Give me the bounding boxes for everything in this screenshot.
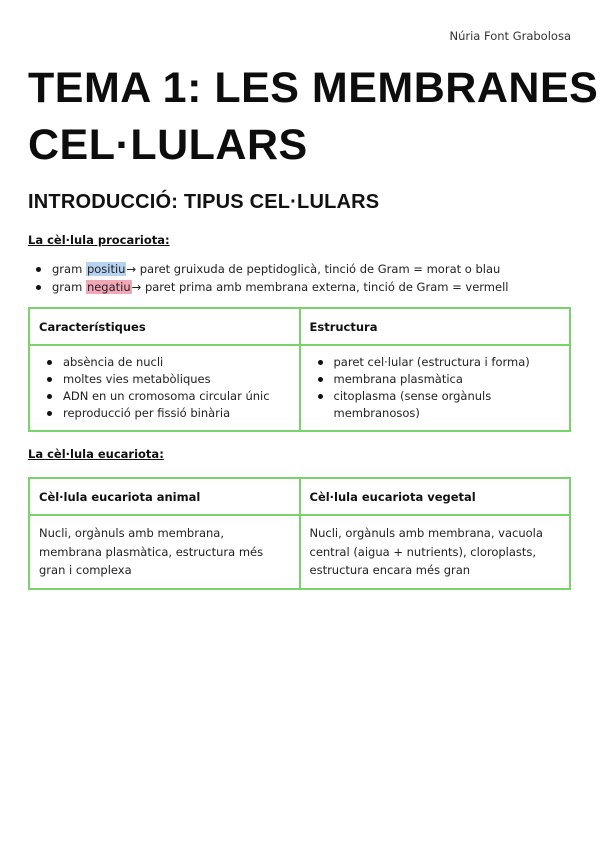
highlight-positiu: positiu <box>86 262 126 276</box>
bullet-prefix: gram <box>52 279 86 294</box>
list-item: absència de nucli <box>39 354 290 371</box>
list-item: ADN en un cromosoma circular únic <box>39 388 290 405</box>
table-cell-animal: Nucli, orgànuls amb membrana, membrana plasmàtica, estructura més gran i complexa <box>29 515 300 589</box>
title-line-2: CEL·LULARS <box>28 121 308 169</box>
list-item: membrana plasmàtica <box>310 371 561 388</box>
eucariota-heading: La cèl·lula eucariota: <box>28 447 164 461</box>
eucariota-table <box>28 477 571 590</box>
list-item <box>28 261 508 279</box>
table-header-vegetal: Cèl·lula eucariota vegetal <box>300 478 571 515</box>
procariota-heading: La cèl·lula procariota: <box>28 233 170 247</box>
title-line-1: TEMA 1: LES MEMBRANES <box>28 64 599 112</box>
table-header-estructura: Estructura <box>300 308 571 345</box>
list-item: reproducció per fissió binària <box>39 405 290 422</box>
highlight-negatiu: negatiu <box>86 279 131 294</box>
bullet-suffix: → paret prima amb membrana externa, tinció de Gram = vermell <box>131 279 509 294</box>
table-cell <box>29 345 300 431</box>
list-item: citoplasma (sense orgànuls membranosos) <box>310 388 561 422</box>
bullet-prefix: gram <box>52 262 86 276</box>
table-row <box>29 515 570 589</box>
table-header-animal: Cèl·lula eucariota animal <box>29 478 300 515</box>
table-cell-vegetal: Nucli, orgànuls amb membrana, vacuola central (aigua + nutrients), cloroplasts, estructura encara més gran <box>300 515 571 589</box>
table-row <box>29 345 570 431</box>
list-item: paret cel·lular (estructura i forma) <box>310 354 561 371</box>
estructura-list <box>310 354 561 422</box>
author-name: Núria Font Grabolosa <box>449 29 571 43</box>
caracteristiques-list <box>39 354 290 422</box>
table-header-row <box>29 308 570 345</box>
table-header-row <box>29 478 570 515</box>
list-item: moltes vies metabòliques <box>39 371 290 388</box>
table-header-caracteristiques: Característiques <box>29 308 300 345</box>
procariota-table <box>28 307 571 432</box>
table-cell <box>300 345 571 431</box>
page-title <box>28 60 598 174</box>
section-heading: INTRODUCCIÓ: TIPUS CEL·LULARS <box>28 191 380 213</box>
bullet-suffix: → paret gruixuda de peptidoglicà, tinció de Gram = morat o blau <box>126 262 501 276</box>
gram-bullet-list <box>28 261 508 296</box>
list-item <box>28 279 508 297</box>
